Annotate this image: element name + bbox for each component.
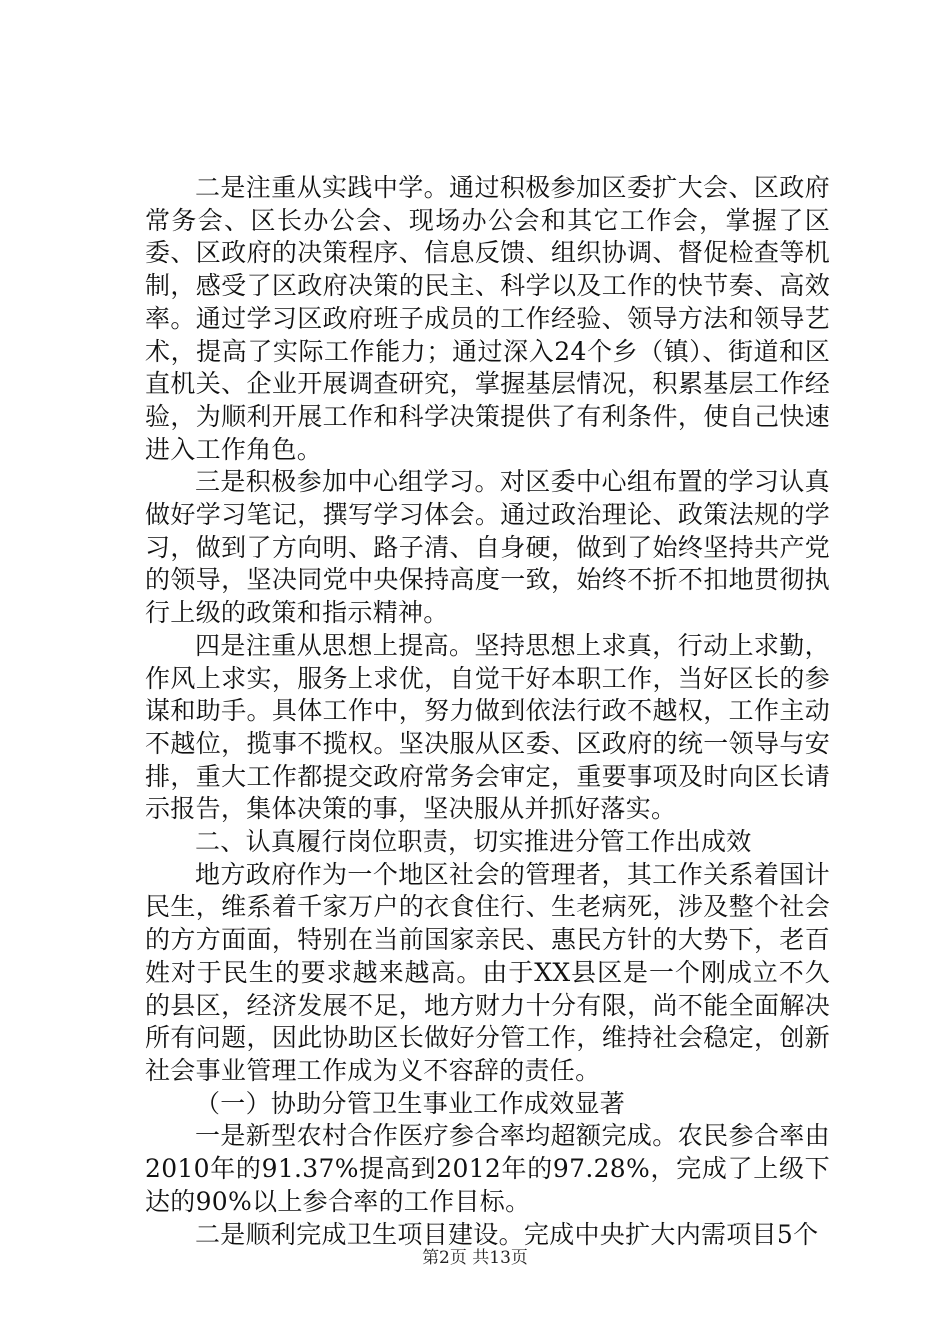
paragraph-health-projects: 二是顺利完成卫生项目建设。完成中央扩大内需项目5个 — [195, 1219, 819, 1249]
subsection-heading-health: （一）协助分管卫生事业工作成效显著 — [195, 1088, 626, 1118]
paragraph-practice: 二是注重从实践中学。通过积极参加区委扩大会、区政府常务会、区长办公会、现场办公会和其它工作会，掌握了区委、区政府的决策程序、信息反馈、组织协调、督促检查等机制，感受了区政府决策的民主、科学以及工作的快节奏、高效率。通过学习区政府班子成员的工作经验、领导方法和领导艺术，提高了实际工作能力；通过深入24个乡（镇）、街道和区直机关、企业开展调查研究，掌握基层情况，积累基层工作经验，为顺利开展工作和科学决策提供了有利条件，使自己快速进入工作角色。 — [145, 173, 830, 464]
document-body — [145, 172, 830, 1251]
paragraph-cooperative-medical: 一是新型农村合作医疗参合率均超额完成。农民参合率由2010年的91.37%提高到2012年的97.28%，完成了上级下达的90%以上参合率的工作目标。 — [145, 1121, 830, 1216]
paragraph-local-government: 地方政府作为一个地区社会的管理者，其工作关系着国计民生，维系着千家万户的衣食住行、生老病死，涉及整个社会的方方面面，特别在当前国家亲民、惠民方针的大势下，老百姓对于民生的要求越来越高。由于XX县区是一个刚成立不久的县区，经济发展不足，地方财力十分有限，尚不能全面解决所有问题，因此协助区长做好分管工作，维持社会稳定，创新社会事业管理工作成为义不容辞的责任。 — [145, 859, 830, 1085]
page-number: 第2页 共13页 — [422, 1248, 528, 1268]
section-heading-duties: 二、认真履行岗位职责，切实推进分管工作出成效 — [195, 827, 752, 857]
paragraph-thinking: 四是注重从思想上提高。坚持思想上求真，行动上求勤，作风上求实，服务上求优，自觉干好本职工作，当好区长的参谋和助手。具体工作中，努力做到依法行政不越权，工作主动不越位，揽事不揽权。坚决服从区委、区政府的统一领导与安排，重大工作都提交政府常务会审定，重要事项及时向区长请示报告，集体决策的事，坚决服从并抓好落实。 — [145, 630, 830, 824]
paragraph-study-group: 三是积极参加中心组学习。对区委中心组布置的学习认真做好学习笔记，撰写学习体会。通过政治理论、政策法规的学习，做到了方向明、路子清、自身硬，做到了始终坚持共产党的领导，坚决同党中央保持高度一致，始终不折不扣地贯彻执行上级的政策和指示精神。 — [145, 467, 830, 628]
